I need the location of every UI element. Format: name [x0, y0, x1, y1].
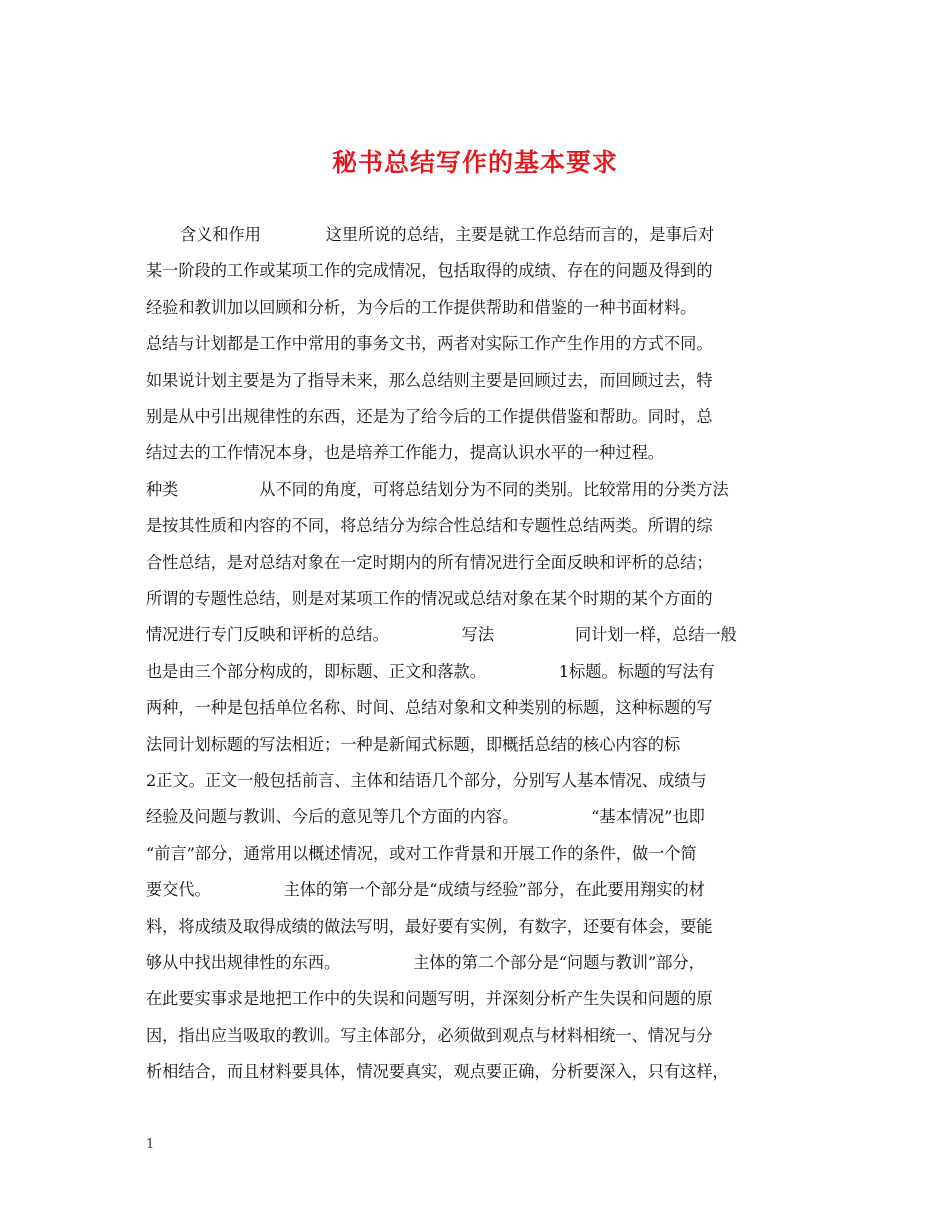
- text-line: 也是由三个部分构成的，即标题、正文和落款。 1标题。标题的写法有: [146, 662, 715, 681]
- text-line: 是按其性质和内容的不同，将总结分为综合性总结和专题性总结两类。所谓的综: [146, 516, 713, 535]
- text-line: 种类 从不同的角度，可将总结划分为不同的类别。比较常用的分类方法: [146, 480, 729, 499]
- text-line: 法同计划标题的写法相近；一种是新闻式标题，即概括总结的核心内容的标: [146, 735, 681, 754]
- text-line: 合性总结，是对总结对象在一定时期内的所有情况进行全面反映和评析的总结；: [146, 553, 713, 572]
- text-line: 经验和教训加以回顾和分析，为今后的工作提供帮助和借鉴的一种书面材料。: [146, 298, 697, 317]
- text-line: 含义和作用 这里所说的总结，主要是就工作总结而言的，是事后对: [180, 225, 715, 244]
- text-line: “前言”部分，通常用以概述情况，或对工作背景和开展工作的条件，做一个简: [146, 844, 697, 863]
- text-line: 所谓的专题性总结，则是对某项工作的情况或总结对象在某个时期的某个方面的: [146, 589, 713, 608]
- text-line: 因，指出应当吸取的教训。写主体部分，必须做到观点与材料相统一、情况与分: [146, 1026, 713, 1045]
- text-line: 结过去的工作情况本身，也是培养工作能力，提高认识水平的一种过程。: [146, 443, 664, 462]
- text-line: 料，将成绩及取得成绩的做法写明，最好要有实例，有数字，还要有体会，要能: [146, 917, 713, 936]
- text-line: 经验及问题与教训、今后的意见等几个方面的内容。 “基本情况”也即: [146, 807, 705, 826]
- text-line: 别是从中引出规律性的东西，还是为了给今后的工作提供借鉴和帮助。同时，总: [146, 407, 713, 426]
- text-line: 总结与计划都是工作中常用的事务文书，两者对实际工作产生作用的方式不同。: [146, 334, 713, 353]
- text-line: 情况进行专门反映和评析的总结。 写法 同计划一样，总结一般: [146, 625, 737, 644]
- page-number: 1: [146, 1137, 155, 1152]
- text-line: 在此要实事求是地把工作中的失误和问题写明，并深刻分析产生失误和问题的原: [146, 989, 713, 1008]
- text-line: 2正文。正文一般包括前言、主体和结语几个部分，分别写人基本情况、成绩与: [146, 771, 707, 790]
- page-title: 秘书总结写作的基本要求: [331, 148, 618, 177]
- text-line: 如果说计划主要是为了指导未来，那么总结则主要是回顾过去，而回顾过去，特: [146, 371, 713, 390]
- text-line: 要交代。 主体的第一个部分是“成绩与经验”部分，在此要用翔实的材: [146, 880, 705, 899]
- text-line: 某一阶段的工作或某项工作的完成情况，包括取得的成绩、存在的问题及得到的: [146, 261, 713, 280]
- text-line: 够从中找出规律性的东西。 主体的第二个部分是“问题与教训”部分，: [146, 953, 705, 972]
- text-line: 析相结合，而且材料要具体，情况要真实，观点要正确，分析要深入，只有这样，: [146, 1062, 729, 1081]
- text-line: 两种，一种是包括单位名称、时间、总结对象和文种类别的标题，这种标题的写: [146, 698, 713, 717]
